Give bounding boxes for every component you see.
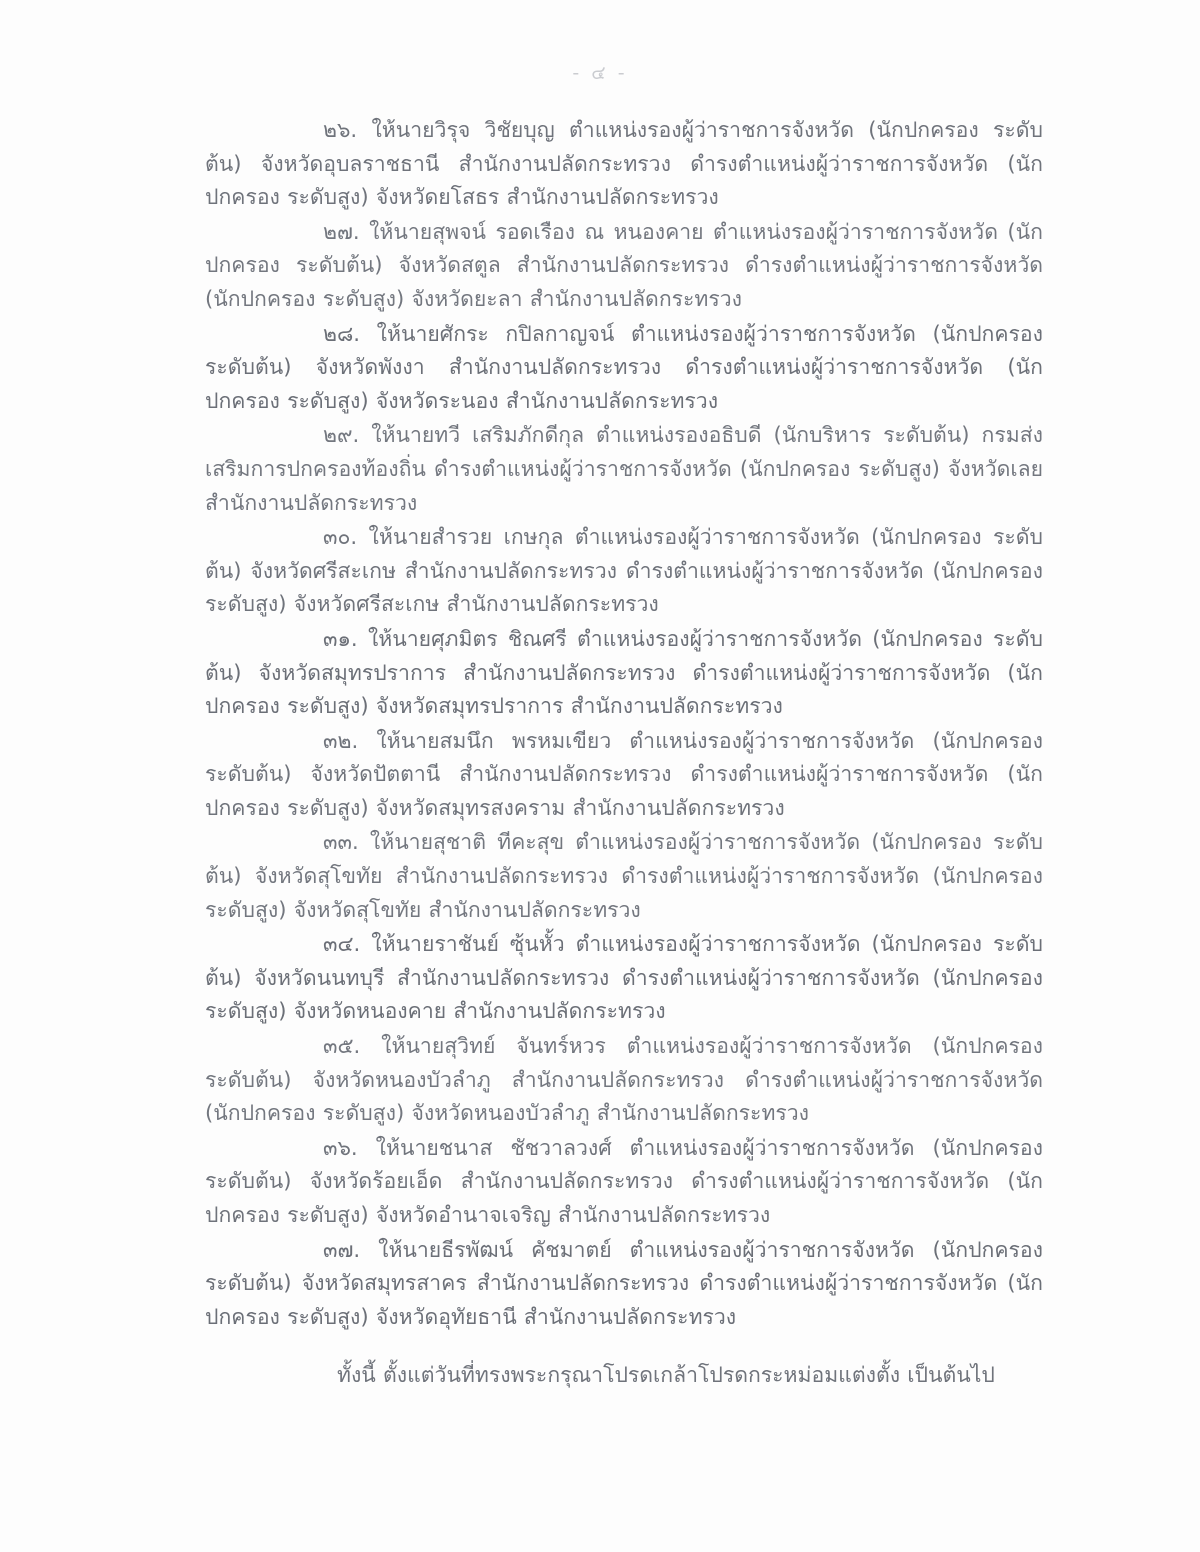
appointment-item: ๒๗. ให้นายสุพจน์ รอดเรือง ณ หนองคาย ตำแหน่งรองผู้ว่าราชการจังหวัด (นักปกครอง ระดับต้น) จังหวัดสตูล สำนักงานปลัดกระทรวง ดำรงตำแหน่งผู้ว่าราชการจังหวัด (นักปกครอง ระดับสูง) จังหวัดยะลา สำนักงานปลัดกระทรวง: [205, 218, 1043, 311]
appointment-item: ๒๘. ให้นายศักระ กปิลกาญจน์ ตำแหน่งรองผู้ว่าราชการจังหวัด (นักปกครอง ระดับต้น) จังหวัดพังงา สำนักงานปลัดกระทรวง ดำรงตำแหน่งผู้ว่าราชการจังหวัด (นักปกครอง ระดับสูง) จังหวัดระนอง สำนักงานปลัดกระทรวง: [205, 320, 1043, 413]
document-body: [205, 113, 1043, 1393]
appointment-item: ๓๔. ให้นายราชันย์ ซุ้นหั้ว ตำแหน่งรองผู้ว่าราชการจังหวัด (นักปกครอง ระดับต้น) จังหวัดนนทบุรี สำนักงานปลัดกระทรวง ดำรงตำแหน่งผู้ว่าราชการจังหวัด (นักปกครอง ระดับสูง) จังหวัดหนองคาย สำนักงานปลัดกระทรวง: [205, 931, 1043, 1024]
appointment-item: ๓๕. ให้นายสุวิทย์ จันทร์หวร ตำแหน่งรองผู้ว่าราชการจังหวัด (นักปกครอง ระดับต้น) จังหวัดหนองบัวลำภู สำนักงานปลัดกระทรวง ดำรงตำแหน่งผู้ว่าราชการจังหวัด (นักปกครอง ระดับสูง) จังหวัดหนองบัวลำภู สำนักงานปลัดกระทรวง: [205, 1033, 1043, 1126]
appointment-item: ๓๖. ให้นายชนาส ชัชวาลวงศ์ ตำแหน่งรองผู้ว่าราชการจังหวัด (นักปกครอง ระดับต้น) จังหวัดร้อยเอ็ด สำนักงานปลัดกระทรวง ดำรงตำแหน่งผู้ว่าราชการจังหวัด (นักปกครอง ระดับสูง) จังหวัดอำนาจเจริญ สำนักงานปลัดกระทรวง: [205, 1134, 1043, 1227]
page-number: - ๔ -: [572, 62, 628, 84]
appointment-item: ๒๖. ให้นายวิรุจ วิชัยบุญ ตำแหน่งรองผู้ว่าราชการจังหวัด (นักปกครอง ระดับต้น) จังหวัดอุบลราชธานี สำนักงานปลัดกระทรวง ดำรงตำแหน่งผู้ว่าราชการจังหวัด (นักปกครอง ระดับสูง) จังหวัดยโสธร สำนักงานปลัดกระทรวง: [205, 117, 1043, 210]
appointment-item: ๓๐. ให้นายสำรวย เกษกุล ตำแหน่งรองผู้ว่าราชการจังหวัด (นักปกครอง ระดับต้น) จังหวัดศรีสะเกษ สำนักงานปลัดกระทรวง ดำรงตำแหน่งผู้ว่าราชการจังหวัด (นักปกครอง ระดับสูง) จังหวัดศรีสะเกษ สำนักงานปลัดกระทรวง: [205, 524, 1043, 617]
closing-statement: ทั้งนี้ ตั้งแต่วันที่ทรงพระกรุณาโปรดเกล้าโปรดกระหม่อมแต่งตั้ง เป็นต้นไป: [337, 1362, 995, 1388]
appointment-item: ๓๑. ให้นายศุภมิตร ชิณศรี ตำแหน่งรองผู้ว่าราชการจังหวัด (นักปกครอง ระดับต้น) จังหวัดสมุทรปราการ สำนักงานปลัดกระทรวง ดำรงตำแหน่งผู้ว่าราชการจังหวัด (นักปกครอง ระดับสูง) จังหวัดสมุทรปราการ สำนักงานปลัดกระทรวง: [205, 625, 1043, 719]
appointment-item: ๓๓. ให้นายสุชาติ ทีคะสุข ตำแหน่งรองผู้ว่าราชการจังหวัด (นักปกครอง ระดับต้น) จังหวัดสุโขทัย สำนักงานปลัดกระทรวง ดำรงตำแหน่งผู้ว่าราชการจังหวัด (นักปกครอง ระดับสูง) จังหวัดสุโขทัย สำนักงานปลัดกระทรวง: [205, 829, 1043, 922]
appointment-item: ๓๗. ให้นายธีรพัฒน์ คัชมาตย์ ตำแหน่งรองผู้ว่าราชการจังหวัด (นักปกครอง ระดับต้น) จังหวัดสมุทรสาคร สำนักงานปลัดกระทรวง ดำรงตำแหน่งผู้ว่าราชการจังหวัด (นักปกครอง ระดับสูง) จังหวัดอุทัยธานี สำนักงานปลัดกระทรวง: [205, 1236, 1043, 1329]
appointment-item: ๒๙. ให้นายทวี เสริมภักดีกุล ตำแหน่งรองอธิบดี (นักบริหาร ระดับต้น) กรมส่งเสริมการปกครองท้องถิ่น ดำรงตำแหน่งผู้ว่าราชการจังหวัด (นักปกครอง ระดับสูง) จังหวัดเลย สำนักงานปลัดกระทรวง: [205, 422, 1043, 515]
appointment-item: ๓๒. ให้นายสมนึก พรหมเขียว ตำแหน่งรองผู้ว่าราชการจังหวัด (นักปกครอง ระดับต้น) จังหวัดปัตตานี สำนักงานปลัดกระทรวง ดำรงตำแหน่งผู้ว่าราชการจังหวัด (นักปกครอง ระดับสูง) จังหวัดสมุทรสงคราม สำนักงานปลัดกระทรวง: [205, 727, 1043, 820]
